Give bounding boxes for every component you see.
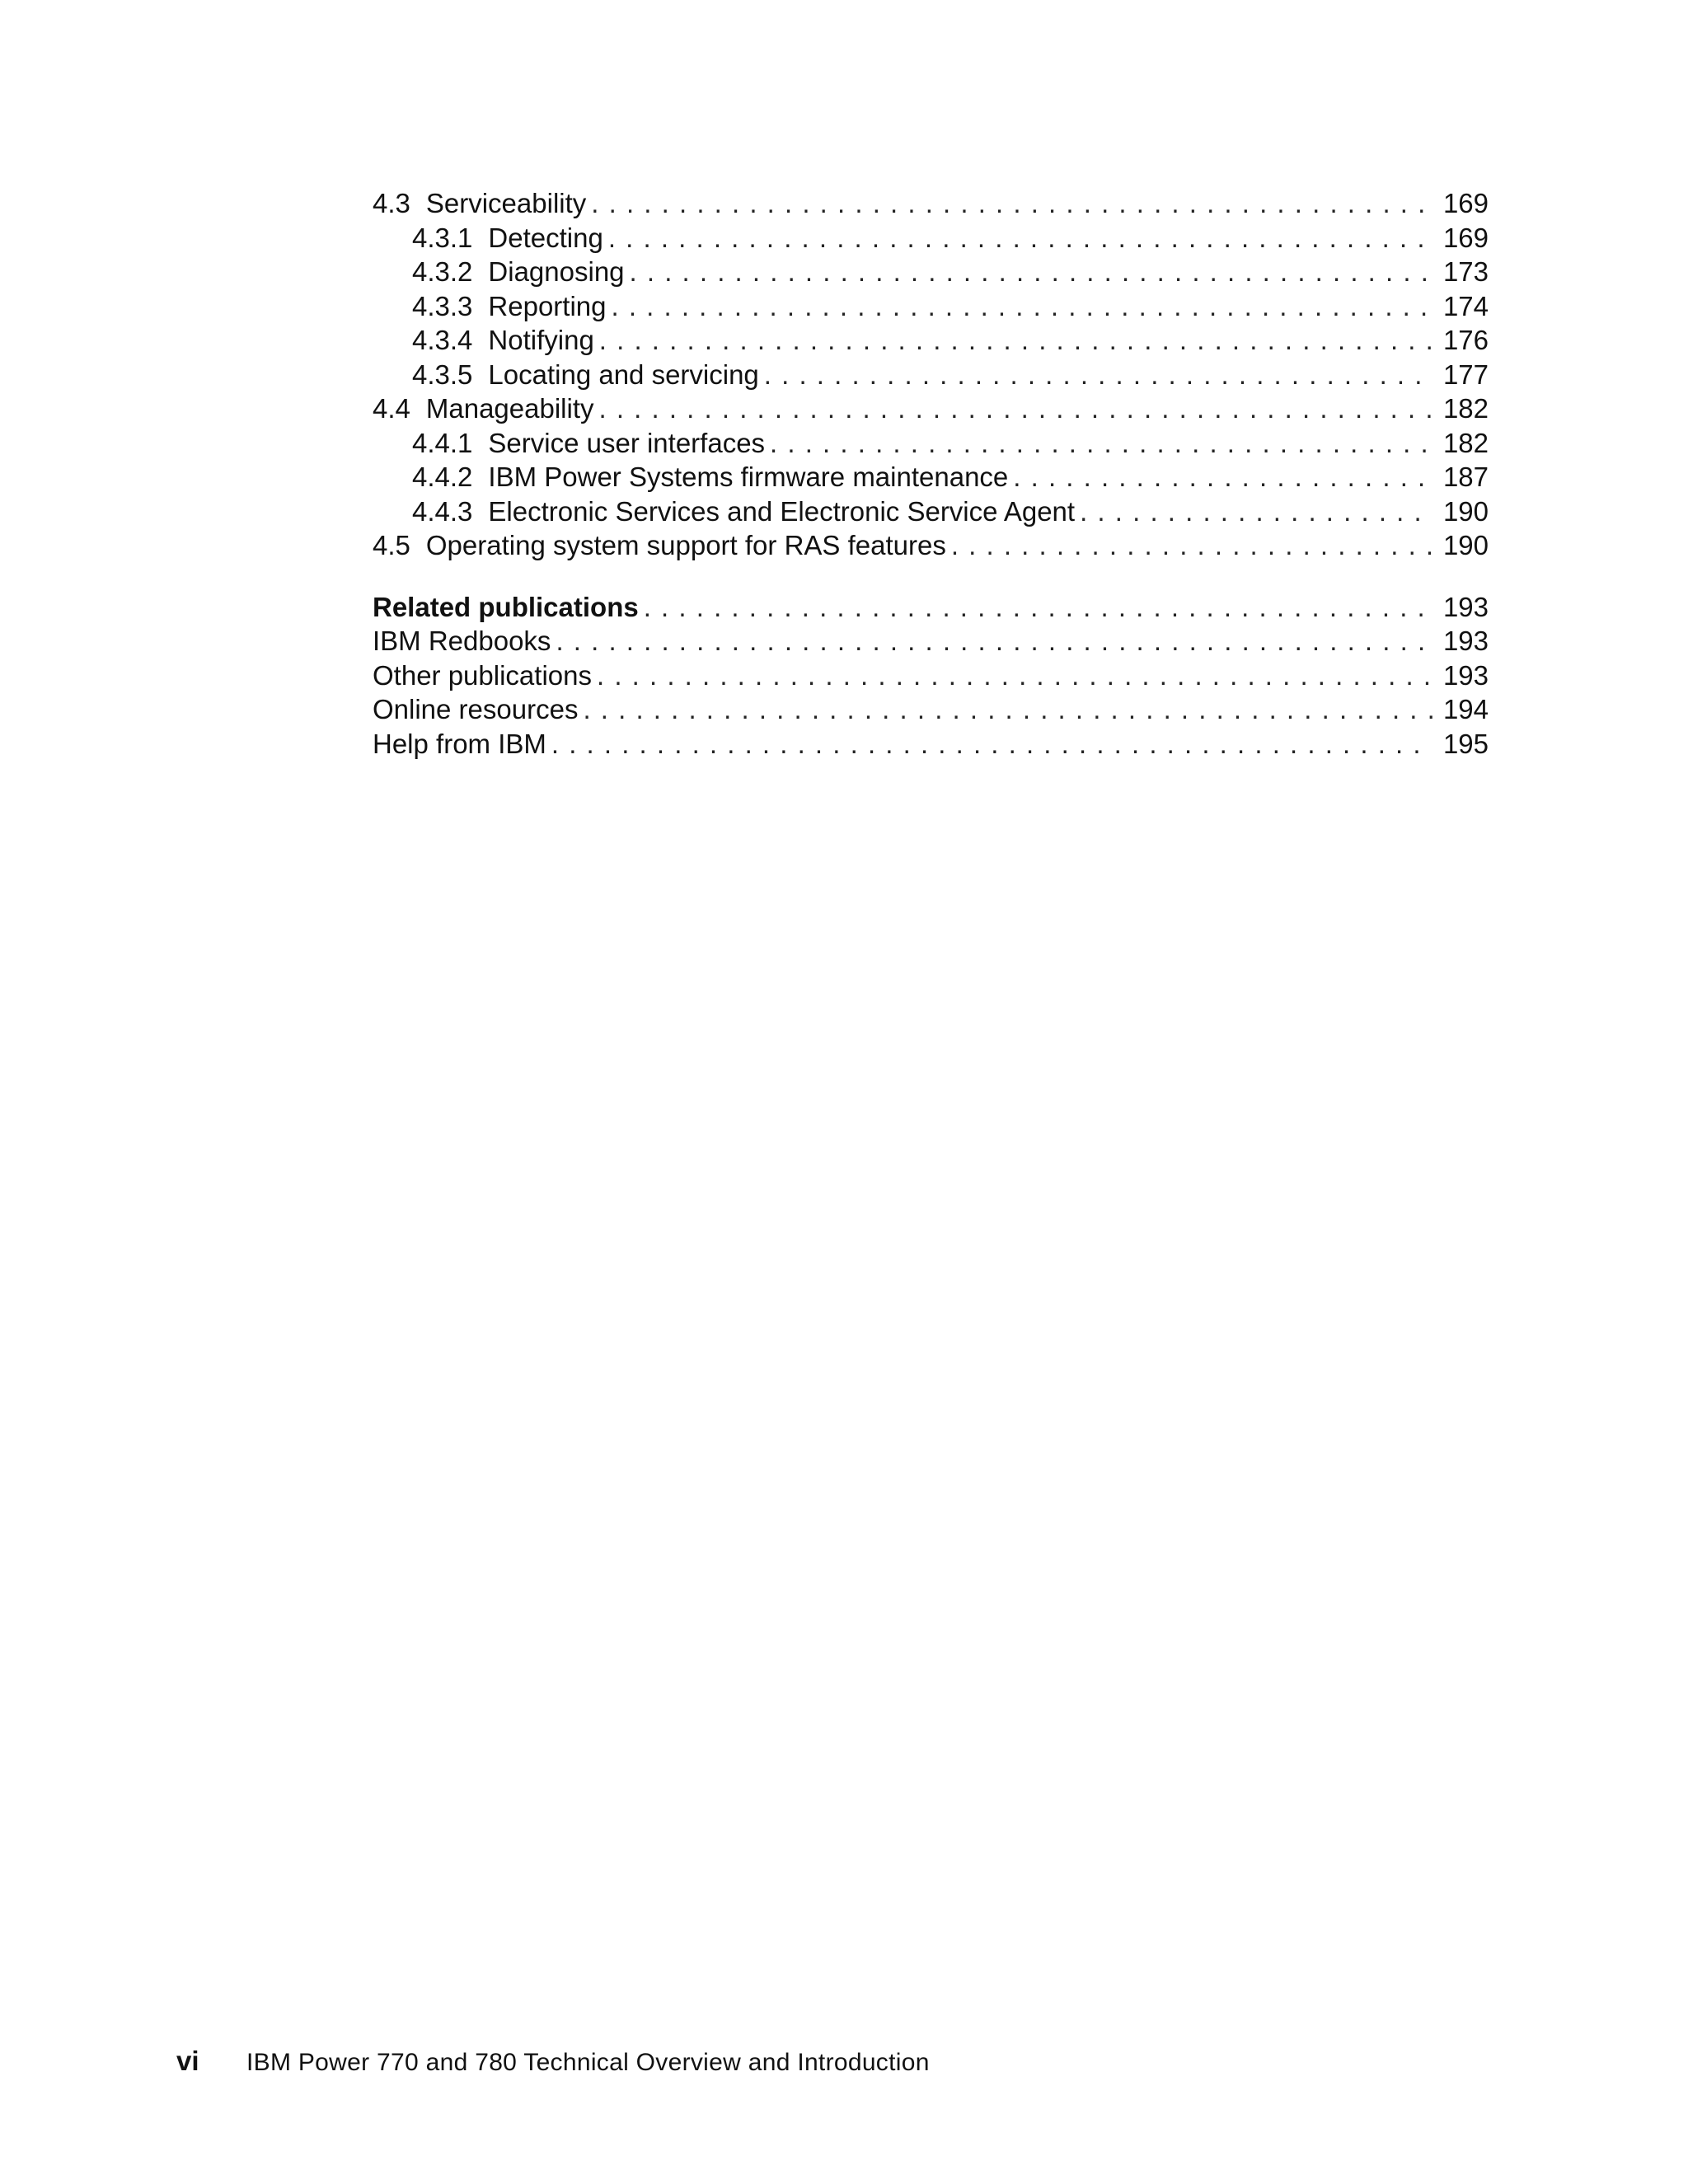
dot-leader bbox=[1080, 494, 1432, 529]
toc-entry-number: 4.4.3 bbox=[412, 495, 473, 527]
toc-entry-4-4-1[interactable] bbox=[373, 426, 1489, 461]
toc-entry-page: 182 bbox=[1442, 427, 1489, 458]
toc-entry-title: Online resources bbox=[373, 694, 579, 724]
toc-entry-number: 4.5 bbox=[373, 530, 410, 560]
toc-entry-4-4-3[interactable] bbox=[373, 494, 1489, 529]
dot-leader bbox=[551, 727, 1432, 762]
toc-entry-page: 193 bbox=[1442, 659, 1489, 691]
toc-entry-4-4[interactable] bbox=[373, 391, 1489, 426]
toc-entry-title: Related publications bbox=[373, 591, 639, 622]
dot-leader bbox=[583, 692, 1432, 727]
toc-entry-4-3-1[interactable] bbox=[373, 221, 1489, 255]
toc-entry-related-publications[interactable] bbox=[373, 590, 1489, 625]
toc-entry-title: Reporting bbox=[488, 290, 607, 321]
toc-entry-page: 177 bbox=[1442, 359, 1489, 390]
footer-page-number: vi bbox=[176, 2046, 199, 2076]
toc-entry-online-resources[interactable] bbox=[373, 692, 1489, 727]
toc-entry-number: 4.3 bbox=[373, 188, 410, 218]
toc-entry-title: Diagnosing bbox=[488, 256, 625, 287]
toc-entry-page: 193 bbox=[1442, 591, 1489, 622]
page-footer bbox=[176, 2046, 930, 2077]
toc-entry-number: 4.4.2 bbox=[412, 462, 473, 492]
table-of-contents bbox=[373, 186, 1489, 761]
toc-entry-number: 4.3.2 bbox=[412, 256, 473, 287]
toc-entry-title: Operating system support for RAS features bbox=[425, 530, 946, 560]
toc-entry-title: Locating and servicing bbox=[488, 359, 759, 390]
toc-entry-title: IBM Redbooks bbox=[373, 626, 551, 656]
toc-entry-page: 190 bbox=[1442, 530, 1489, 560]
toc-entry-other-publications[interactable] bbox=[373, 658, 1489, 693]
toc-entry-4-4-2[interactable] bbox=[373, 460, 1489, 494]
dot-leader bbox=[770, 426, 1432, 461]
toc-entry-page: 195 bbox=[1442, 728, 1489, 759]
toc-entry-page: 190 bbox=[1442, 495, 1489, 527]
dot-leader bbox=[597, 658, 1432, 693]
toc-entry-title: Notifying bbox=[488, 325, 594, 355]
toc-entry-title: Manageability bbox=[425, 393, 594, 424]
toc-entry-page: 174 bbox=[1442, 290, 1489, 321]
dot-leader bbox=[644, 590, 1432, 625]
toc-entry-page: 169 bbox=[1442, 222, 1489, 253]
toc-entry-title: Help from IBM bbox=[373, 728, 546, 759]
toc-entry-title: Electronic Services and Electronic Service Agent bbox=[488, 495, 1076, 527]
toc-entry-4-3-4[interactable] bbox=[373, 323, 1489, 358]
toc-entry-title: IBM Power Systems firmware maintenance bbox=[488, 462, 1009, 492]
toc-entry-number: 4.4.1 bbox=[412, 427, 473, 458]
dot-leader bbox=[608, 221, 1432, 255]
toc-entry-4-3-2[interactable] bbox=[373, 255, 1489, 289]
dot-leader bbox=[591, 186, 1432, 221]
toc-entry-4-3-3[interactable] bbox=[373, 289, 1489, 324]
toc-entry-help-from-ibm[interactable] bbox=[373, 727, 1489, 762]
toc-entry-number: 4.3.4 bbox=[412, 325, 473, 355]
toc-entry-number: 4.3.3 bbox=[412, 290, 473, 321]
toc-entry-page: 176 bbox=[1442, 325, 1489, 355]
toc-entry-page: 193 bbox=[1442, 626, 1489, 656]
toc-entry-4-3-5[interactable] bbox=[373, 358, 1489, 392]
toc-entry-4-3[interactable] bbox=[373, 186, 1489, 221]
toc-entry-number: 4.4 bbox=[373, 393, 410, 424]
toc-entry-page: 187 bbox=[1442, 462, 1489, 492]
dot-leader bbox=[599, 323, 1432, 358]
dot-leader bbox=[951, 528, 1432, 563]
dot-leader bbox=[599, 391, 1433, 426]
dot-leader bbox=[630, 255, 1432, 289]
toc-entry-number: 4.3.5 bbox=[412, 359, 473, 390]
dot-leader bbox=[556, 624, 1432, 658]
dot-leader bbox=[612, 289, 1433, 324]
toc-entry-ibm-redbooks[interactable] bbox=[373, 624, 1489, 658]
footer-book-title: IBM Power 770 and 780 Technical Overview and Introduction bbox=[246, 2049, 930, 2076]
toc-entry-number: 4.3.1 bbox=[412, 222, 473, 253]
toc-entry-title: Detecting bbox=[488, 222, 603, 253]
toc-entry-page: 173 bbox=[1442, 256, 1489, 287]
dot-leader bbox=[1013, 460, 1432, 494]
dot-leader bbox=[764, 358, 1432, 392]
toc-entry-title: Other publications bbox=[373, 659, 592, 691]
toc-entry-title: Service user interfaces bbox=[488, 427, 766, 458]
toc-entry-page: 194 bbox=[1442, 694, 1489, 724]
toc-entry-page: 182 bbox=[1442, 393, 1489, 424]
toc-entry-title: Serviceability bbox=[425, 188, 587, 218]
toc-entry-4-5[interactable] bbox=[373, 528, 1489, 563]
toc-entry-page: 169 bbox=[1442, 188, 1489, 218]
